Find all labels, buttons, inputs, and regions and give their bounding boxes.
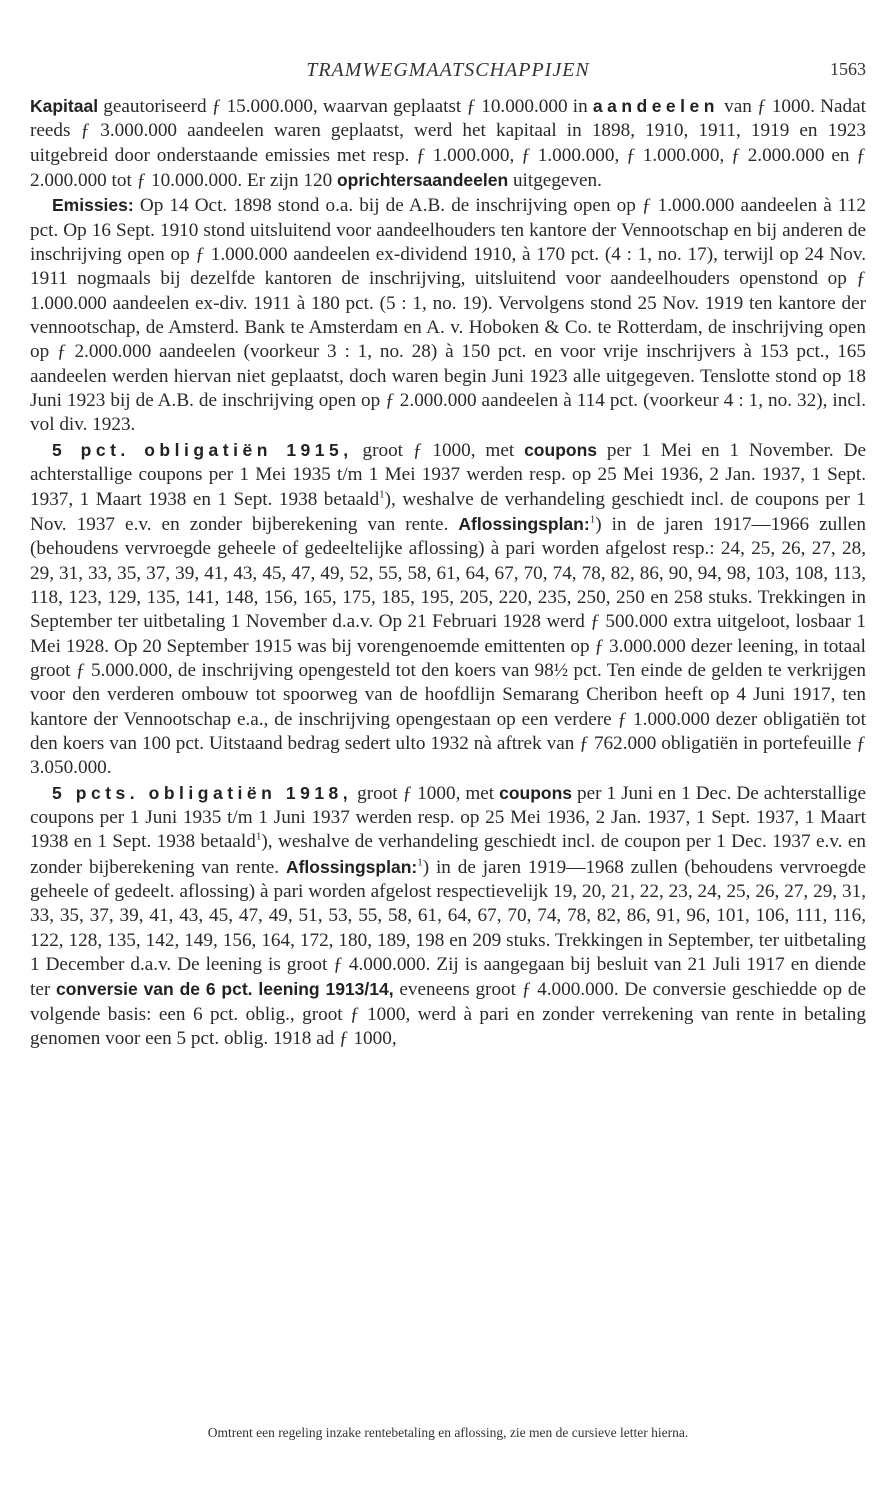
- label-emissies: Emissies:: [52, 195, 134, 216]
- kapitaal-text-1: geautoriseerd ƒ 15.000.000, waarvan geplaatst ƒ 10.000.000 in: [98, 96, 593, 117]
- running-head: [30, 59, 866, 83]
- obl1918-text-2: per 1 Juni en 1 Dec. De achterstallige coupons per 1 Juni 1935 t/m 1 Juni 1937 werden resp. op 25 Mei 1936, 2 Jan. 1937, 1 Sept. 1937, 1 Maart 1938 en 1 Sept. 1938 betaald: [30, 782, 866, 853]
- page-number: 1563: [830, 59, 866, 79]
- obl1918-text-5: eveneens groot ƒ 4.000.000. De conversie geschiedde op de volgende basis: een 6 pct. oblig., groot ƒ 1000, werd à pari en zonder verrekening van rente in betaling genomen voor een 5 pct. oblig. 1918 ad ƒ 1000,: [30, 979, 866, 1050]
- kapitaal-text-3: uitgegeven.: [508, 170, 602, 192]
- label-kapitaal: Kapitaal: [30, 96, 99, 116]
- obl1918-footnote-ref-1: 1: [255, 830, 262, 843]
- oprichtersaandeelen-bold: oprichtersaandeelen: [336, 170, 509, 191]
- document-page: [30, 0, 866, 1503]
- footnote: Omtrent een regeling inzake rentebetaling en aflossing, zie men de cursieve letter hierna.: [207, 1425, 689, 1440]
- paragraph-kapitaal: [30, 94, 866, 193]
- aandeelen-spaced: aandeelen: [592, 96, 719, 116]
- emissies-text: Op 14 Oct. 1898 stond o.a. bij de A.B. de inschrijving open op ƒ 1.000.000 aandeelen à 112 pct. Op 16 Sept. 1910 stond uitsluitend voor aandeelhouders ten kantore der Vennootschap en bij anderen de inschrijving open op ƒ 1.000.000 aandeelen ex-dividend 1910, à 170 pct. (4 : 1, no. 17), terwijl op 24 Nov. 1911 nogmaals bij dezelfde kantoren de inschrijving, uitsluitend voor aandeelhouders openstond op ƒ 1.000.000 aandeelen ex-div. 1911 à 180 pct. (5 : 1, no. 19). Vervolgens stond 25 Nov. 1919 ten kantore der vennootschap, de Amsterd. Bank te Amsterdam en A. v. Hoboken & Co. te Rotterdam, de inschrijving open op ƒ 2.000.000 aandeelen (voorkeur 3 : 1, no. 28) à 150 pct. en voor vrije inschrijvers à 153 pct., 165 aandeelen werden hiervan niet geplaatst, doch waren begin Juni 1923 alle uitgegeven. Tenslotte stond op 18 Juni 1923 bij de A.B. de inschrijving open op ƒ 2.000.000 aandeelen à 114 pct. (voorkeur 4 : 1, no. 32), incl. vol div. 1923.: [30, 195, 866, 436]
- obl1915-aflossingsplan-bold: Aflossingsplan:: [458, 513, 590, 534]
- obl1915-text-4: ) in de jaren 1917—1966 zullen (behoudens vervroegde geheele of gedeeltelijke aflossing) à pari worden afgelost resp.: 24, 25, 26, 27, 28, 29, 31, 33, 35, 37, 39, 41, 43, 45, 47, 49, 52, 55, 58, 61, 64, 67, 70, 74, 78, 82, 86, 90, 94, 98, 103, 108, 113, 118, 123, 129, 135, 141, 148, 156, 165, 175, 185, 195, 205, 220, 235, 250, 250 en 258 stuks. Trekkingen in September ter uitbetaling 1 November d.a.v. Op 21 Februari 1928 werd ƒ 500.000 extra uitgeloot, losbaar 1 Mei 1928. Op 20 September 1915 was bij vorengenoemde emittenten op ƒ 3.000.000 dezer leening, in totaal groot ƒ 5.000.000, de inschrijving opengesteld tot den koers van 98½ pct. Ten einde de gelden te verkrijgen voor den verderen ombouw tot spoorweg van de hoofdlijn Semarang Cheribon heeft op 4 Juni 1917, ten kantore der Vennootschap e.a., de inschrijving opengestaan op een verdere ƒ 1.000.000 dezer obligatiën tot den koers van 100 pct. Uitstaand bedrag sedert ulto 1932 nà aftrek van ƒ 762.000 obligatiën in portefeuille ƒ 3.050.000.: [30, 513, 866, 779]
- running-title: TRAMWEGMAATSCHAPPIJEN: [306, 59, 590, 81]
- kapitaal-text-2: van ƒ 1000. Nadat reeds ƒ 3.000.000 aandeelen waren geplaatst, werd het kapitaal in 1898, 1910, 1911, 1919 en 1923 uitgebreid door onderstaande emissies met resp. ƒ 1.000.000, ƒ 1.000.000, ƒ 1.000.000, ƒ 2.000.000 en ƒ 2.000.000 tot ƒ 10.000.000. Er zijn 120: [30, 96, 866, 192]
- obl1918-text-1: groot ƒ 1000, met: [352, 782, 500, 804]
- obl1915-coupons-bold: coupons: [524, 439, 597, 460]
- obl1918-aflossingsplan-bold: Aflossingsplan:: [285, 856, 418, 877]
- obl1915-text-2: per 1 Mei en 1 November. De achterstallige coupons per 1 Mei 1935 t/m 1 Mei 1937 werden resp. op 25 Mei 1936, 2 Jan. 1937, 1 Sept. 1937, 1 Maart 1938 en 1 Sept. 1938 betaald: [30, 439, 866, 510]
- obl1918-text-3: ), weshalve de verhandeling geschiedt incl. de coupon per 1 Dec. 1937 e.v. en zonder bijberekening van rente.: [30, 831, 866, 878]
- obl1918-coupons-bold: coupons: [499, 782, 573, 803]
- obl1918-conversie-bold: conversie van de 6 pct. leening 1913/14,: [56, 979, 394, 1000]
- paragraph-emissies: [30, 193, 866, 437]
- obl1915-footnote-ref-2: 1: [589, 513, 596, 526]
- paragraph-obligaties-1915: [30, 438, 866, 781]
- obl1918-footnote-ref-2: 1: [417, 856, 423, 869]
- text-body: [30, 94, 866, 1051]
- paragraph-obligaties-1918: [30, 781, 866, 1052]
- heading-obligaties-1918: 5 pcts. obligatiën 1918,: [52, 782, 353, 803]
- heading-obligaties-1915: 5 pct. obligatiën 1915,: [52, 439, 353, 460]
- obl1915-text-3: ), weshalve de verhandeling geschiedt incl. de coupons per 1 Nov. 1937 e.v. en zonder bijberekening van rente.: [30, 488, 866, 535]
- obl1915-text-1: groot ƒ 1000, met: [352, 439, 525, 461]
- obl1918-text-4: ) in de jaren 1919—1968 zullen (behoudens vervroegde geheele of gedeelt. aflossing) à pari worden afgelost respectievelijk 19, 20, 21, 22, 23, 24, 25, 26, 27, 29, 31, 33, 35, 37, 39, 41, 43, 45, 47, 49, 51, 53, 55, 58, 61, 64, 67, 70, 74, 78, 82, 86, 91, 96, 101, 106, 111, 116, 122, 128, 135, 142, 149, 156, 164, 172, 180, 189, 198 en 209 stuks. Trekkingen in September, ter uitbetaling 1 December d.a.v. De leening is groot ƒ 4.000.000. Zij is aangegaan bij besluit van 21 Juli 1917 en diende ter: [30, 856, 867, 1001]
- obl1915-footnote-ref-1: 1: [379, 488, 385, 501]
